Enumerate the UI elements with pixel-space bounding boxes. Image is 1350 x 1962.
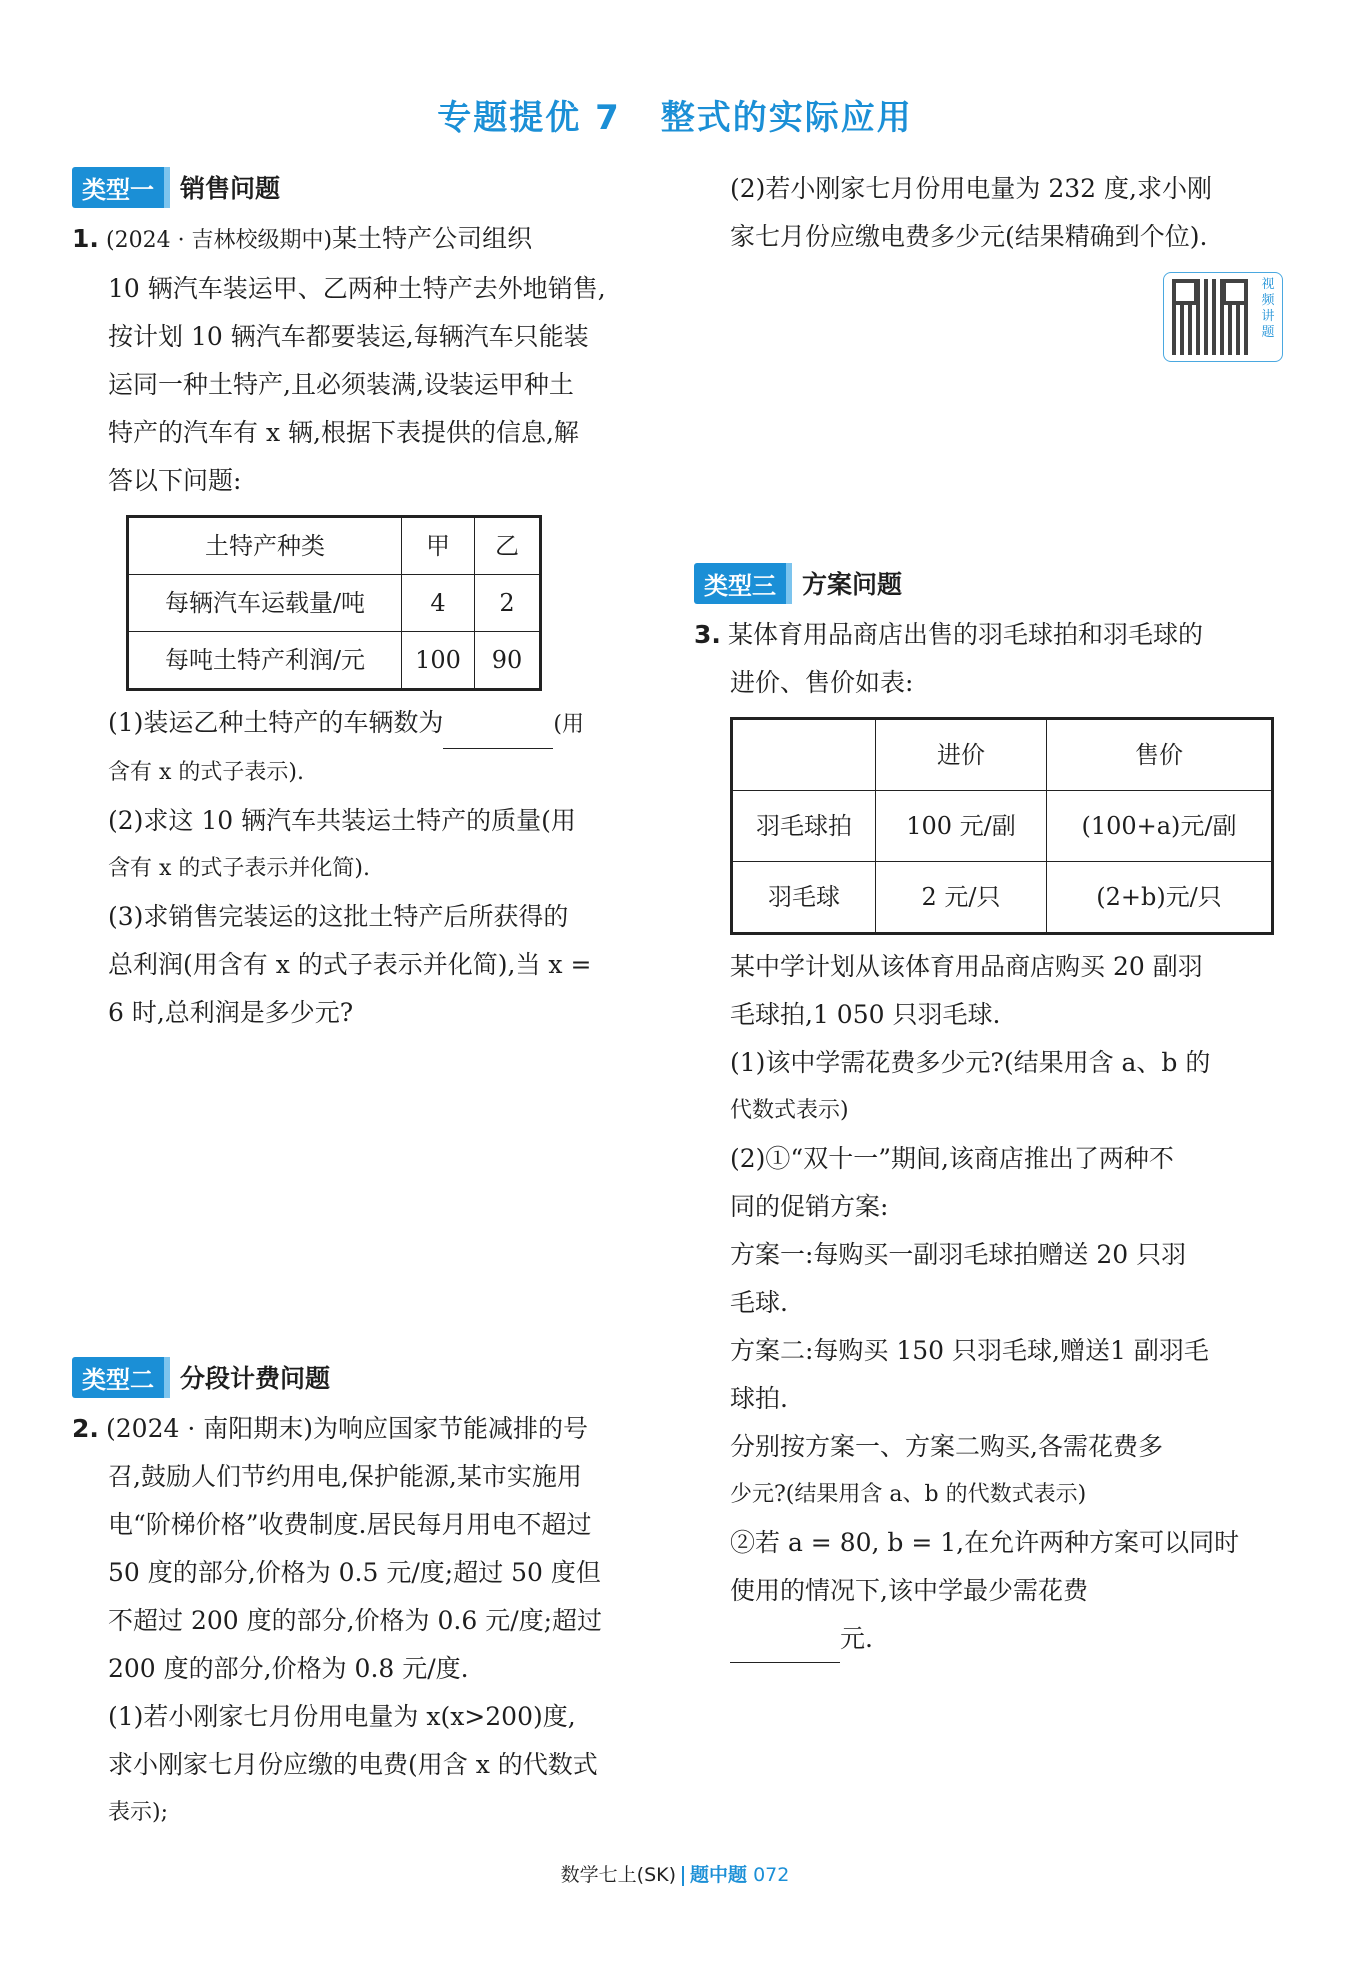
section-2-title: 分段计费问题 (180, 1364, 331, 1393)
question-2 (72, 1405, 662, 1837)
table-header-cell (732, 719, 876, 791)
q3-intro-b: 进价、售价如表: (730, 668, 914, 697)
q1-line: 答以下问题: (108, 466, 242, 495)
q1-part2-note: 含有 x 的式子表示并化简). (108, 856, 370, 881)
table-header-cell: 乙 (475, 517, 541, 575)
section-1-title: 销售问题 (180, 174, 281, 203)
q3-line: 球拍. (730, 1384, 788, 1413)
section-1-tag: 类型一 (72, 167, 164, 208)
table-row (732, 719, 1273, 791)
q1-line: 10 辆汽车装运甲、乙两种土特产去外地销售, (108, 274, 606, 303)
table-cell: 100 元/副 (876, 791, 1047, 862)
qr-code[interactable] (1163, 272, 1283, 362)
table-cell: 羽毛球 (732, 862, 876, 934)
q1-part2: (2)求这 10 辆汽车共装运土特产的质量(用 (108, 806, 576, 835)
section-2-tag: 类型二 (72, 1357, 164, 1398)
q3-line: 毛球拍,1 050 只羽毛球. (730, 1000, 1001, 1029)
table-header-cell: 售价 (1047, 719, 1273, 791)
qr-code-icon (1172, 279, 1248, 355)
q3-intro: 某体育用品商店出售的羽毛球拍和羽毛球的 (728, 620, 1204, 649)
footer-page-number: 072 (753, 1864, 790, 1886)
table-cell: (100+a)元/副 (1047, 791, 1273, 862)
q2-part1-c: 表示); (108, 1800, 168, 1825)
q3-line: (1)该中学需花费多少元?(结果用含 a、b 的 (730, 1048, 1211, 1077)
table-cell: (2+b)元/只 (1047, 862, 1273, 934)
q1-line: 运同一种土特产,且必须装满,设装运甲种土 (108, 370, 574, 399)
question-3-number: 3. (694, 620, 721, 649)
q3-line: 代数式表示) (730, 1098, 849, 1123)
q1-part3: (3)求销售完装运的这批土特产后所获得的 (108, 902, 569, 931)
section-3-header (694, 561, 1284, 605)
page-title (0, 90, 1350, 139)
q3-line: 方案二:每购买 150 只羽毛球,赠送1 副羽毛 (730, 1336, 1209, 1365)
table-cell: 每辆汽车运载量/吨 (128, 575, 402, 632)
q1-table (126, 515, 542, 691)
qr-label: 视频讲题 (1261, 277, 1275, 340)
q3-line: 方案一:每购买一副羽毛球拍赠送 20 只羽 (730, 1240, 1187, 1269)
q3-line: 使用的情况下,该中学最少需花费 (730, 1576, 1088, 1605)
answer-blank[interactable] (730, 1632, 840, 1663)
q2-part1-b: 求小刚家七月份应缴的电费(用含 x 的代数式 (108, 1750, 598, 1779)
table-row (732, 862, 1273, 934)
q3-unit: 元. (840, 1624, 873, 1653)
q3-line: (2)①“双十一”期间,该商店推出了两种不 (730, 1144, 1174, 1173)
table-cell: 2 元/只 (876, 862, 1047, 934)
question-1-source: (2024 · 吉林校级期中) (106, 228, 333, 253)
q1-line: 按计划 10 辆汽车都要装运,每辆汽车只能装 (108, 322, 589, 351)
q1-part1-note: (用 (553, 712, 585, 737)
footer (0, 1860, 1350, 1887)
q1-part3-b: 总利润(用含有 x 的式子表示并化简),当 x = (108, 950, 592, 979)
table-row (128, 575, 541, 632)
question-3 (694, 611, 1284, 1663)
footer-brand: 题中题 (690, 1864, 748, 1886)
q2-line: 电“阶梯价格”收费制度.居民每月用电不超过 (108, 1510, 592, 1539)
table-cell: 每吨土特产利润/元 (128, 632, 402, 690)
q2-part2: (2)若小刚家七月份用电量为 232 度,求小刚 (730, 174, 1212, 203)
left-column (72, 165, 662, 1837)
table-row (128, 632, 541, 690)
table-cell: 90 (475, 632, 541, 690)
section-2-header (72, 1355, 662, 1399)
q3-line: 毛球. (730, 1288, 788, 1317)
table-row (732, 791, 1273, 862)
question-1 (72, 215, 662, 1037)
q3-line: ②若 a = 80, b = 1,在允许两种方案可以同时 (730, 1528, 1240, 1557)
title-part2: 整式的实际应用 (660, 98, 913, 138)
answer-blank[interactable] (443, 718, 553, 749)
table-row (128, 517, 541, 575)
table-header-cell: 土特产种类 (128, 517, 402, 575)
footer-book: 数学七上(SK) (560, 1864, 677, 1886)
q2-line: (2024 · 南阳期末)为响应国家节能减排的号 (106, 1414, 588, 1443)
table-header-cell: 甲 (402, 517, 475, 575)
q2-line: 召,鼓励人们节约用电,保护能源,某市实施用 (108, 1462, 582, 1491)
right-column (694, 165, 1284, 1663)
section-1-header (72, 165, 662, 209)
section-3-title: 方案问题 (802, 570, 903, 599)
q1-part1-note2: 含有 x 的式子表示). (108, 760, 304, 785)
table-cell: 羽毛球拍 (732, 791, 876, 862)
q2-line: 200 度的部分,价格为 0.8 元/度. (108, 1654, 469, 1683)
table-cell: 100 (402, 632, 475, 690)
q3-line: 某中学计划从该体育用品商店购买 20 副羽 (730, 952, 1203, 981)
table-header-cell: 进价 (876, 719, 1047, 791)
q2-part2-b: 家七月份应缴电费多少元(结果精确到个位). (730, 222, 1208, 251)
q3-line: 同的促销方案: (730, 1192, 889, 1221)
q3-table (730, 717, 1274, 935)
q2-line: 50 度的部分,价格为 0.5 元/度;超过 50 度但 (108, 1558, 601, 1587)
q3-line: 分别按方案一、方案二购买,各需花费多 (730, 1432, 1163, 1461)
q2-line: 不超过 200 度的部分,价格为 0.6 元/度;超过 (108, 1606, 603, 1635)
question-1-number: 1. (72, 224, 99, 253)
q1-part1: (1)装运乙种土特产的车辆数为 (108, 708, 444, 737)
q3-line: 少元?(结果用含 a、b 的代数式表示) (730, 1482, 1087, 1507)
title-part1: 专题提优 7 (437, 98, 621, 138)
q2-part1: (1)若小刚家七月份用电量为 x(x>200)度, (108, 1702, 576, 1731)
table-cell: 2 (475, 575, 541, 632)
q1-line: 某土特产公司组织 (332, 224, 533, 253)
question-2-number: 2. (72, 1414, 99, 1443)
table-cell: 4 (402, 575, 475, 632)
section-3-tag: 类型三 (694, 563, 786, 604)
q1-part3-c: 6 时,总利润是多少元? (108, 998, 354, 1027)
q1-line: 特产的汽车有 x 辆,根据下表提供的信息,解 (108, 418, 579, 447)
